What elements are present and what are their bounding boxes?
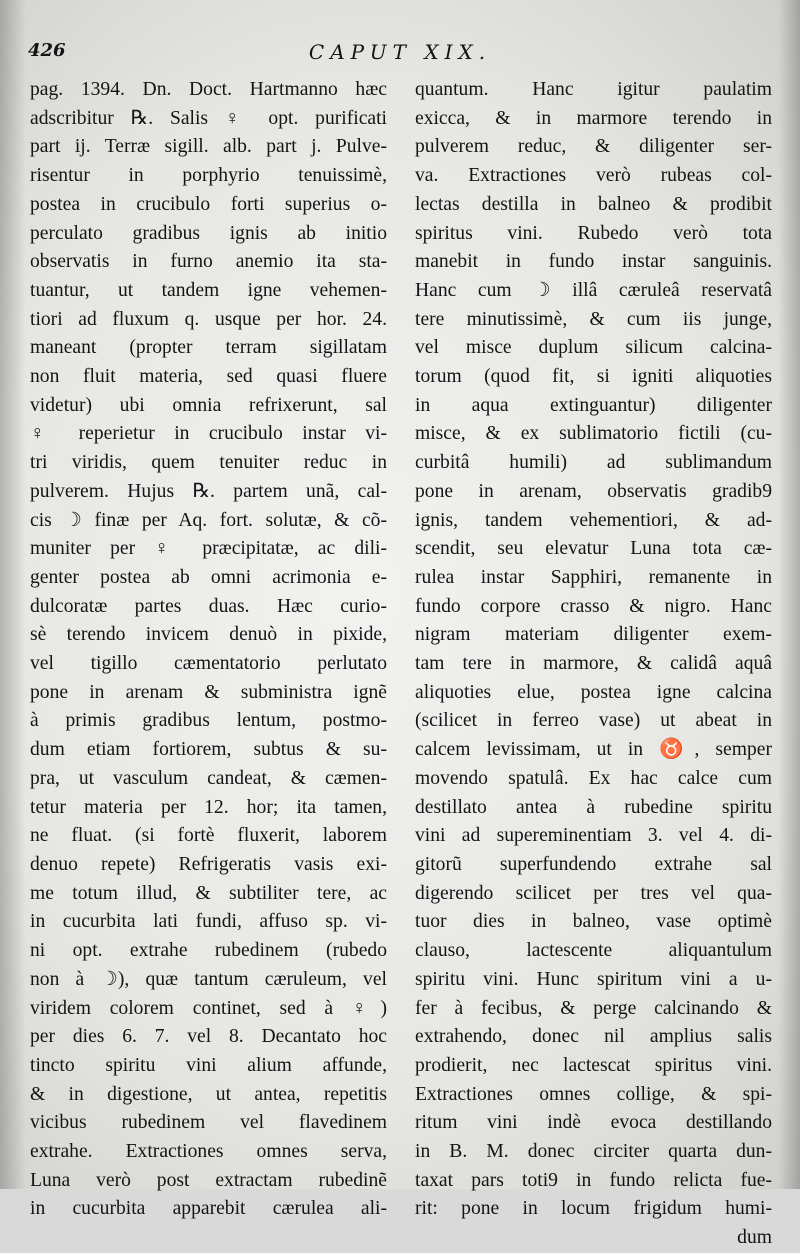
left-column (30, 76, 387, 1220)
text-line: aliquoties elue, postea igne calcina (415, 681, 772, 703)
text-line: Extractiones omnes collige, & spi- (415, 1083, 772, 1105)
text-line: me totum illud, & subtiliter tere, ac (30, 882, 387, 904)
text-line: in aqua extinguantur) diligenter (415, 394, 772, 416)
text-line: extrahendo, donec nil amplius salis (415, 1026, 772, 1048)
text-line: ni opt. extrahe rubedinem (rubedo (30, 940, 387, 962)
text-line: digerendo scilicet per tres vel qua- (415, 882, 772, 904)
text-line: va. Extractiones verò rubeas col- (415, 165, 772, 187)
edge-shadow (778, 0, 800, 1189)
text-line: movendo spatulâ. Ex hac calce cum (415, 767, 772, 789)
text-line: pulverem. Hujus ℞. partem unã, cal- (30, 480, 387, 502)
text-line: vini ad supereminentiam 3. vel 4. di- (415, 825, 772, 847)
text-line: maneant (propter terram sigillatam (30, 337, 387, 359)
text-line: muniter per ♀ præcipitatæ, ac dili- (30, 538, 387, 560)
text-line: tri viridis, quem tenuiter reduc in (30, 452, 387, 474)
text-line: nigram materiam diligenter exem- (415, 624, 772, 646)
text-line: risentur in porphyrio tenuissimè, (30, 165, 387, 187)
gutter-shadow (0, 0, 26, 1189)
text-line: quantum. Hanc igitur paulatim (415, 79, 772, 100)
text-line: tere minutissimè, & cum iis junge, (415, 308, 772, 330)
text-line: vel misce duplum silicum calcina- (415, 337, 772, 359)
text-line: spiritus vini. Rubedo verò tota (415, 222, 772, 244)
text-line: manebit in fundo instar sanguinis. (415, 251, 772, 273)
page-number: 426 (28, 40, 66, 61)
text-line: genter postea ab omni acrimonia e- (30, 566, 387, 588)
text-line: curbitâ humili) ad sublimandum (415, 452, 772, 474)
text-line: rit: pone in locum frigidum humi- (415, 1198, 772, 1220)
text-line: vel tigillo cæmentatorio perlutato (30, 653, 387, 675)
text-line: torum (quod fit, si igniti aliquoties (415, 366, 772, 388)
text-line: spiritu vini. Hunc spiritum vini a u- (415, 968, 772, 990)
text-line: in B. M. donec circiter quarta dun- (415, 1141, 772, 1163)
text-line: perculato gradibus ignis ab initio (30, 222, 387, 244)
text-columns (30, 76, 772, 1249)
text-line: pone in arenam & subministra ignẽ (30, 681, 387, 703)
text-line: taxat pars toti9 in fundo relicta fue- (415, 1169, 772, 1191)
text-line: exicca, & in marmore terendo in (415, 107, 772, 129)
text-line: lectas destilla in balneo & prodibit (415, 193, 772, 215)
text-line: dulcoratæ partes duas. Hæc curio- (30, 595, 387, 617)
text-line: calcem levissimam, ut in ♉, semper (415, 739, 772, 761)
text-line: tiori ad fluxum q. usque per hor. 24. (30, 308, 387, 330)
text-line: sè terendo invicem denuò in pixide, (30, 624, 387, 646)
text-line: tincto spiritu vini alium affunde, (30, 1054, 387, 1076)
text-line: in cucurbita apparebit cærulea ali- (30, 1198, 387, 1220)
text-line: pulverem reduc, & diligenter ser- (415, 136, 772, 158)
text-line: Hanc cum ☽ illâ cæruleâ reservatâ (415, 279, 772, 301)
text-line: cis ☽ finæ per Aq. fort. solutæ, & cõ- (30, 509, 387, 531)
text-line: denuo repete) Refrigeratis vasis exi- (30, 853, 387, 875)
text-line: misce, & ex sublimatorio fictili (cu- (415, 423, 772, 445)
page-header (28, 40, 772, 70)
text-line: clauso, lactescente aliquantulum (415, 940, 772, 962)
text-line: non fluit materia, sed quasi fluere (30, 366, 387, 388)
text-line: postea in crucibulo forti superius o- (30, 193, 387, 215)
text-line: vicibus rubedinem vel flavedinem (30, 1112, 387, 1134)
text-line: à primis gradibus lentum, postmo- (30, 710, 387, 732)
text-line: & in digestione, ut antea, repetitis (30, 1083, 387, 1105)
right-column (415, 76, 772, 1249)
text-line: viridem colorem continet, sed à ♀) (30, 997, 387, 1019)
text-line: non à ☽), quæ tantum cæruleum, vel (30, 968, 387, 990)
text-line: pra, ut vasculum candeat, & cæmen- (30, 767, 387, 789)
text-line: rulea instar Sapphiri, remanente in (415, 566, 772, 588)
text-line: fundo corpore crasso & nigro. Hanc (415, 595, 772, 617)
text-line: tam tere in marmore, & calidâ aquâ (415, 653, 772, 675)
text-line: in cucurbita lati fundi, affuso sp. vi- (30, 911, 387, 933)
text-line: tuantur, ut tandem igne vehemen- (30, 279, 387, 301)
text-line: gitorũ superfundendo extrahe sal (415, 853, 772, 875)
text-line: tuor dies in balneo, vase optimè (415, 911, 772, 933)
text-line: tetur materia per 12. hor; ita tamen, (30, 796, 387, 818)
text-line: pag. 1394. Dn. Doct. Hartmanno hæc (30, 79, 387, 100)
text-line: (scilicet in ferreo vase) ut abeat in (415, 710, 772, 732)
text-line: observatis in furno anemio ita sta- (30, 251, 387, 273)
text-line: dum (737, 1227, 772, 1249)
text-line: adscribitur ℞. Salis ♀ opt. purificati (30, 107, 387, 129)
text-line: prodierit, nec lactescat spiritus vini. (415, 1054, 772, 1076)
text-line: ♀ reperietur in crucibulo instar vi- (30, 423, 387, 445)
text-line: extrahe. Extractiones omnes serva, (30, 1141, 387, 1163)
text-line: dum etiam fortiorem, subtus & su- (30, 739, 387, 761)
text-line: Luna verò post extractam rubedinẽ (30, 1169, 387, 1191)
text-line: ignis, tandem vehementiori, & ad- (415, 509, 772, 531)
running-head: CAPUT XIX. (308, 40, 492, 64)
text-line: part ij. Terræ sigill. alb. part j. Pulve- (30, 136, 387, 158)
text-line: pone in arenam, observatis gradib9 (415, 480, 772, 502)
text-line: ritum vini indè evoca destillando (415, 1112, 772, 1134)
text-line: fer à fecibus, & perge calcinando & (415, 997, 772, 1019)
text-line: destillato antea à rubedine spiritu (415, 796, 772, 818)
text-line: scendit, seu elevatur Luna tota cæ- (415, 538, 772, 560)
text-line: ne fluat. (si fortè fluxerit, laborem (30, 825, 387, 847)
text-line: videtur) ubi omnia refrixerunt, sal (30, 394, 387, 416)
text-line: per dies 6. 7. vel 8. Decantato hoc (30, 1026, 387, 1048)
